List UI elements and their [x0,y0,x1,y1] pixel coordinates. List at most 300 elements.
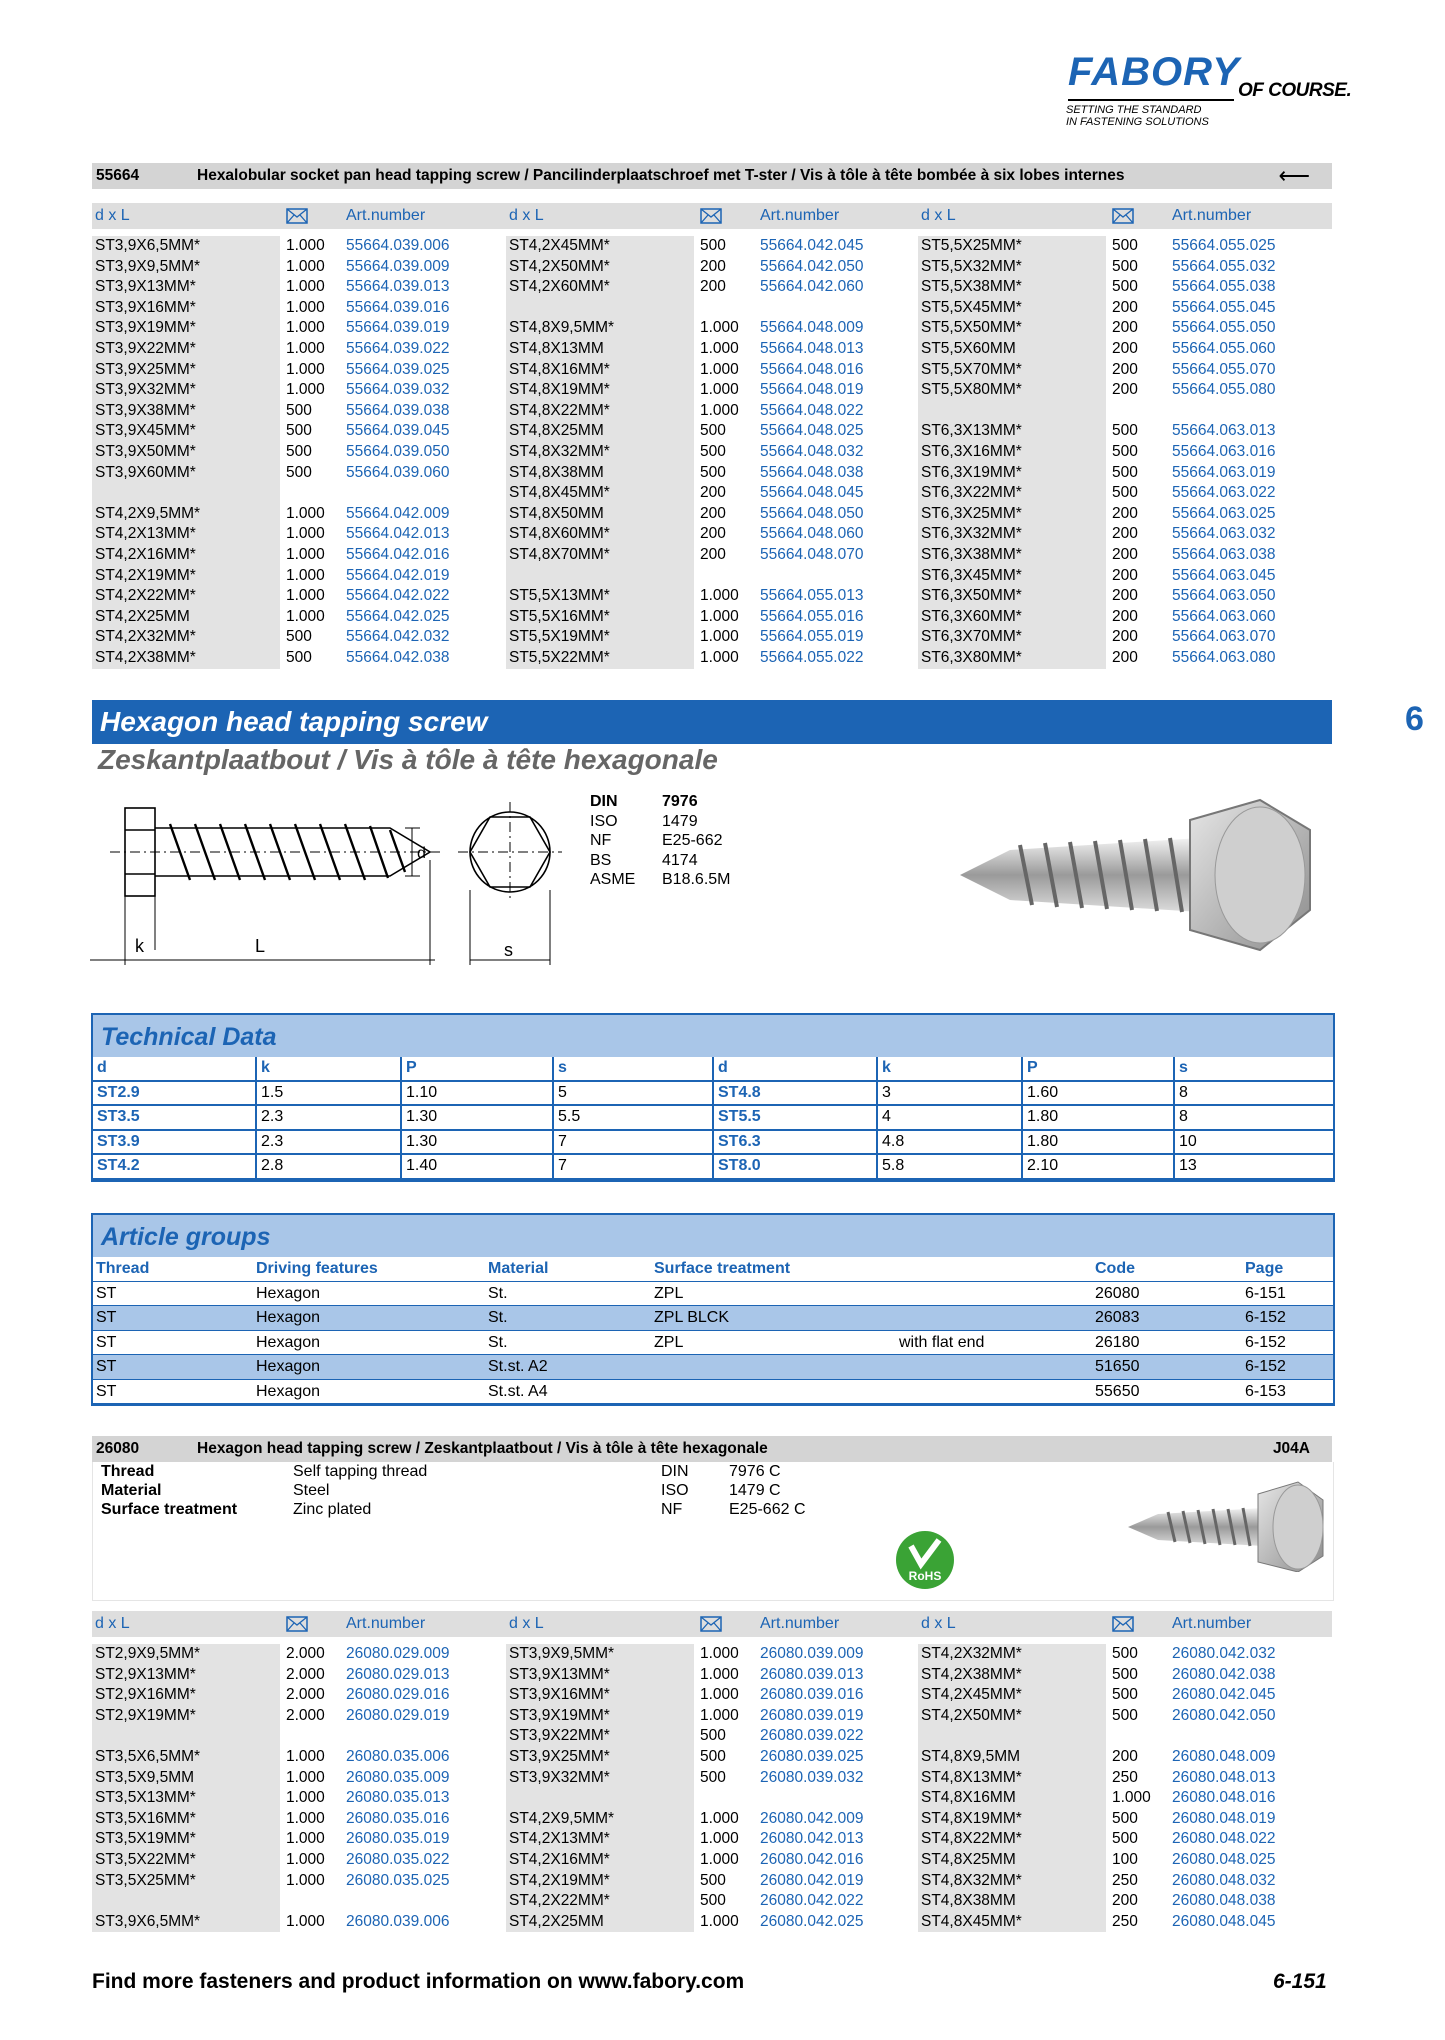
size-label: ST4,2X25MM [95,607,190,625]
table-cell: 1.80 [1022,1105,1174,1130]
article-number[interactable]: 55664.055.038 [1172,278,1276,296]
article-number[interactable]: 55664.055.013 [760,587,864,605]
size-label: ST4,2X38MM* [921,1665,1022,1683]
listing-header [92,203,1332,229]
article-number[interactable]: 55664.039.032 [346,381,450,399]
pack-quantity: 500 [1112,1645,1138,1662]
pack-quantity: 1.000 [700,339,739,357]
logo-rule [1068,99,1234,101]
envelope-icon [700,1611,722,1637]
page-link[interactable]: 6-151 [1242,1281,1333,1306]
header-dxl: d x L [509,1615,544,1632]
pack-quantity: 250 [1112,1768,1138,1786]
article-number[interactable]: 26080.042.032 [1172,1645,1276,1662]
list-item [918,524,1325,545]
article-number[interactable]: 55664.063.013 [1172,422,1276,440]
list-item [918,360,1325,381]
article-number[interactable]: 55664.042.019 [346,566,450,584]
list-item [92,1829,499,1850]
pack-quantity: 500 [1112,278,1138,296]
article-number[interactable]: 55664.039.025 [346,360,450,378]
header-art-number: Art.number [1172,207,1252,224]
pack-quantity: 200 [700,504,726,522]
article-number[interactable]: 55664.048.038 [760,463,864,481]
list-item [506,1788,913,1809]
article-number[interactable]: 55664.063.032 [1172,525,1276,543]
pack-quantity: 1.000 [700,1809,739,1827]
article-number[interactable]: 26080.035.022 [346,1850,450,1868]
pack-quantity: 1.000 [286,339,325,357]
size-label: ST3,5X6,5MM* [95,1747,201,1765]
article-number[interactable]: 55664.042.038 [346,648,450,666]
list-item [92,1871,499,1892]
size-label: ST3,9X13MM* [509,1665,610,1683]
article-groups-table [93,1257,1333,1404]
table-cell: Hexagon [253,1330,485,1355]
pack-quantity: 1.000 [286,1850,325,1868]
article-number[interactable]: 26080.029.019 [346,1706,450,1724]
table-cell: 26080 [1092,1281,1242,1306]
table-cell: 13 [1174,1154,1334,1179]
list-item [506,236,913,257]
table-header-row [714,1057,1334,1081]
list-item [506,1912,913,1933]
list-item [506,339,913,360]
article-number[interactable]: 55664.063.025 [1172,504,1276,522]
article-number[interactable]: 55664.042.032 [346,628,450,646]
list-item [92,463,499,484]
article-number[interactable]: 55664.063.016 [1172,442,1276,460]
list-item [918,1809,1325,1830]
article-number[interactable]: 26080.048.038 [1172,1892,1276,1910]
article-number[interactable]: 55664.042.013 [346,525,450,543]
list-item [92,545,499,566]
article-number[interactable]: 26080.048.025 [1172,1850,1276,1868]
article-number[interactable]: 26080.035.009 [346,1768,450,1786]
size-label: ST6,3X13MM* [921,422,1022,440]
article-number[interactable]: 26080.048.009 [1172,1747,1276,1765]
pack-quantity: 1.000 [286,607,325,625]
article-number[interactable]: 26080.042.009 [760,1809,864,1827]
article-number[interactable]: 26080.039.019 [760,1706,864,1724]
size-label: ST3,9X32MM* [509,1768,610,1786]
size-label: ST4,8X19MM* [921,1809,1022,1827]
product-bar-26080 [92,1436,1332,1462]
article-number[interactable]: 26080.042.013 [760,1830,864,1848]
table-cell: 10 [1174,1130,1334,1155]
article-number[interactable]: 26080.042.025 [760,1912,864,1930]
pack-quantity: 2.000 [286,1645,325,1662]
article-number[interactable]: 55664.042.025 [346,607,450,625]
article-number[interactable]: 26080.039.032 [760,1768,864,1786]
article-number[interactable]: 55664.063.060 [1172,607,1276,625]
list-item [92,1726,499,1747]
pack-quantity: 1.000 [286,319,325,337]
article-number[interactable]: 55664.048.050 [760,504,864,522]
article-number[interactable]: 55664.042.009 [346,504,450,522]
article-number[interactable]: 55664.055.032 [1172,257,1276,275]
pack-quantity: 1.000 [700,1706,739,1724]
article-number[interactable]: 55664.048.022 [760,401,864,419]
pack-quantity: 500 [1112,1706,1138,1724]
article-number[interactable]: 55664.039.009 [346,257,450,275]
article-number[interactable]: 26080.042.045 [1172,1686,1276,1704]
article-number[interactable]: 26080.029.016 [346,1686,450,1704]
page-link[interactable]: 6-152 [1242,1306,1333,1331]
size-label: ST4,8X25MM [921,1850,1016,1868]
rohs-badge [893,1528,957,1592]
pack-quantity: 1.000 [700,1830,739,1848]
std-iso-value: 1479 C [729,1482,781,1499]
article-number[interactable]: 26080.039.022 [760,1727,864,1745]
footer-text: Find more fasteners and product information on www.fabory.com [92,1970,745,1993]
article-number[interactable]: 55664.039.060 [346,463,450,481]
size-label: ST4,8X19MM* [509,381,610,399]
pack-quantity: 500 [700,463,726,481]
size-label: ST3,9X6,5MM* [95,1912,201,1930]
article-number[interactable]: 55664.039.013 [346,278,450,296]
pack-quantity: 1.000 [700,648,739,666]
pack-quantity: 500 [1112,237,1138,254]
article-number[interactable]: 55664.055.025 [1172,237,1276,254]
header-art-number: Art.number [346,207,426,224]
article-number[interactable]: 55664.042.022 [346,587,450,605]
table-row[interactable] [93,1379,1333,1404]
pack-quantity: 1.000 [286,298,325,316]
article-number[interactable]: 26080.035.006 [346,1747,450,1765]
prop-material-label: Material [101,1482,162,1499]
pack-quantity: 1.000 [286,587,325,605]
article-number[interactable]: 55664.048.070 [760,545,864,563]
article-number[interactable]: 55664.055.080 [1172,381,1276,399]
article-number[interactable]: 26080.039.009 [760,1645,864,1662]
pack-quantity: 200 [1112,545,1138,563]
table-cell: with flat end [896,1330,1092,1355]
article-groups-panel [91,1213,1335,1406]
table-cell: 8 [1174,1081,1334,1106]
pack-quantity: 200 [700,257,726,275]
list-item [92,1644,499,1665]
size-label: ST3,9X25MM* [95,360,196,378]
table-cell: 1.30 [401,1130,553,1155]
pack-quantity: 1.000 [286,257,325,275]
article-number[interactable]: 55664.063.050 [1172,587,1276,605]
article-number[interactable]: 55664.063.019 [1172,463,1276,481]
table-cell: 4 [877,1105,1022,1130]
article-number[interactable]: 26080.048.016 [1172,1789,1276,1807]
page-link[interactable]: 6-153 [1242,1379,1333,1404]
article-number[interactable]: 55664.042.016 [346,545,450,563]
screw-photo [950,790,1330,960]
article-number[interactable]: 55664.039.006 [346,237,450,254]
table-cell: 5.8 [877,1154,1022,1179]
article-number[interactable]: 55664.063.045 [1172,566,1276,584]
article-number[interactable]: 55664.048.032 [760,442,864,460]
pack-quantity: 200 [1112,339,1138,357]
list-item [506,360,913,381]
article-number[interactable]: 55664.055.050 [1172,319,1276,337]
table-cell: 2.3 [256,1130,401,1155]
table-header-row [93,1057,713,1081]
table-cell: 3 [877,1081,1022,1106]
size-label: ST4,8X50MM [509,504,604,522]
size-label: ST3,9X60MM* [95,463,196,481]
table-cell: St. [485,1330,651,1355]
pack-quantity: 500 [286,628,312,646]
article-number[interactable]: 55664.042.050 [760,257,864,275]
table-cell: 7 [553,1154,713,1179]
article-number[interactable]: 55664.063.080 [1172,648,1276,666]
pack-quantity: 200 [1112,628,1138,646]
standard-name: DIN [590,793,618,810]
article-number[interactable]: 55664.042.060 [760,278,864,296]
list-item [92,236,499,257]
product-title: Hexagon head tapping screw / Zeskantplaatbout / Vis à tôle à tête hexagonale [197,1440,768,1457]
size-label: ST3,9X22MM* [95,339,196,357]
pack-quantity: 1.000 [700,360,739,378]
pack-quantity: 250 [1112,1871,1138,1889]
page-link[interactable]: 6-152 [1242,1330,1333,1355]
size-label: ST4,8X13MM [509,339,604,357]
article-number[interactable]: 55664.042.045 [760,237,864,254]
prop-thread-label: Thread [101,1463,155,1480]
pack-quantity: 1.000 [286,237,325,254]
pack-quantity: 100 [1112,1850,1138,1868]
pack-quantity: 200 [1112,319,1138,337]
list-item [92,1891,499,1912]
list-item [506,442,913,463]
pack-quantity: 500 [700,1747,726,1765]
pack-quantity: 200 [700,545,726,563]
list-item [918,318,1325,339]
brand-logo: FABORY [1068,50,1240,94]
table-cell: St. [485,1306,651,1331]
article-number[interactable]: 55664.048.009 [760,319,864,337]
table-cell: ST5.5 [714,1105,877,1130]
article-number[interactable]: 26080.035.025 [346,1871,450,1889]
list-item [918,1871,1325,1892]
size-label: ST6,3X16MM* [921,442,1022,460]
article-number[interactable]: 55664.048.045 [760,484,864,502]
article-number[interactable]: 26080.039.006 [346,1912,450,1930]
list-item [506,586,913,607]
pack-quantity: 1.000 [286,1809,325,1827]
article-number[interactable]: 55664.063.038 [1172,545,1276,563]
article-number[interactable]: 55664.055.070 [1172,360,1276,378]
table-cell: 2.8 [256,1154,401,1179]
table-cell: ST [93,1281,253,1306]
article-number[interactable]: 26080.035.016 [346,1809,450,1827]
table-cell: 5 [553,1081,713,1106]
table-cell [651,1379,896,1404]
pack-quantity: 200 [700,484,726,502]
article-number[interactable]: 26080.039.025 [760,1747,864,1765]
size-label: ST2,9X16MM* [95,1686,196,1704]
article-number[interactable]: 55664.055.060 [1172,339,1276,357]
svg-text:RoHS: RoHS [908,1569,942,1583]
article-number[interactable]: 26080.029.009 [346,1645,450,1662]
size-label: ST6,3X70MM* [921,628,1022,646]
table-cell [896,1281,1092,1306]
listing-column [506,1644,913,1932]
size-label: ST4,2X9,5MM* [95,504,201,522]
article-number[interactable]: 55664.048.019 [760,381,864,399]
list-item [918,277,1325,298]
product-code: 55664 [96,167,140,184]
size-label: ST6,3X80MM* [921,648,1022,666]
pack-quantity: 500 [700,1768,726,1786]
size-label: ST6,3X60MM* [921,607,1022,625]
size-label: ST3,5X16MM* [95,1809,196,1827]
screw-photo-small [1123,1472,1328,1572]
article-number[interactable]: 55664.039.019 [346,319,450,337]
article-number[interactable]: 26080.042.019 [760,1871,864,1889]
header-dxl: d x L [95,1615,130,1632]
table-row[interactable] [93,1306,1333,1331]
list-item [92,504,499,525]
article-number[interactable]: 26080.048.032 [1172,1871,1276,1889]
article-number[interactable]: 55664.055.016 [760,607,864,625]
table-cell: Hexagon [253,1379,485,1404]
pack-quantity: 1.000 [286,1789,325,1807]
pack-quantity: 1.000 [700,381,739,399]
list-item [92,380,499,401]
size-label: ST2,9X9,5MM* [95,1645,201,1662]
pack-quantity: 200 [1112,648,1138,666]
table-row [93,1154,713,1179]
column-header: s [1174,1057,1334,1081]
pack-quantity: 1.000 [700,607,739,625]
listing-column [918,236,1325,669]
article-number[interactable]: 55664.039.022 [346,339,450,357]
size-label: ST3,9X25MM* [509,1747,610,1765]
article-number[interactable]: 26080.048.022 [1172,1830,1276,1848]
article-number[interactable]: 55664.039.016 [346,298,450,316]
article-number[interactable]: 26080.039.016 [760,1686,864,1704]
pack-quantity: 500 [1112,422,1138,440]
list-item [506,524,913,545]
pack-quantity: 200 [1112,298,1138,316]
size-label: ST4,8X45MM* [509,484,610,502]
article-number[interactable]: 26080.048.019 [1172,1809,1276,1827]
dim-s-label: s [504,940,513,960]
list-item [506,1644,913,1665]
prop-material-value: Steel [293,1482,330,1499]
size-label: ST3,9X13MM* [95,278,196,296]
pack-quantity: 200 [1112,566,1138,584]
article-number[interactable]: 55664.048.016 [760,360,864,378]
dim-d-label: d [417,845,426,862]
column-header: P [401,1057,553,1081]
standard-number: B18.6.5M [662,871,731,888]
back-arrow-icon[interactable]: ⟵ [1278,163,1310,188]
article-number[interactable]: 55664.048.013 [760,339,864,357]
article-number[interactable]: 55664.048.025 [760,422,864,440]
technical-data-title: Technical Data [93,1015,1333,1057]
article-number[interactable]: 55664.055.022 [760,648,864,666]
article-number[interactable]: 26080.042.022 [760,1892,864,1910]
article-number[interactable]: 26080.042.050 [1172,1706,1276,1724]
standard-name: ASME [590,871,636,888]
standard-name: BS [590,851,612,869]
pack-quantity: 500 [286,442,312,460]
list-item [92,298,499,319]
size-label: ST4,2X45MM* [509,237,610,254]
list-item [506,1850,913,1871]
pack-quantity: 1.000 [286,1912,325,1930]
table-cell: ZPL [651,1330,896,1355]
article-number[interactable]: 26080.048.013 [1172,1768,1276,1786]
listing-column [506,236,913,669]
list-item [918,298,1325,319]
size-label: ST3,9X6,5MM* [95,237,201,254]
table-row [714,1130,1334,1155]
table-cell [896,1306,1092,1331]
size-label: ST4,8X22MM* [509,401,610,419]
article-number[interactable]: 26080.039.013 [760,1665,864,1683]
list-item [92,1706,499,1727]
table-cell: 2.3 [256,1105,401,1130]
table-cell: ST2.9 [93,1081,256,1106]
table-cell [651,1355,896,1380]
pack-quantity: 500 [700,1727,726,1745]
column-header: Code [1092,1257,1242,1281]
article-number[interactable]: 55664.048.060 [760,525,864,543]
list-item [918,504,1325,525]
std-iso-label: ISO [661,1482,689,1499]
article-number[interactable]: 26080.035.013 [346,1789,450,1807]
page-link[interactable]: 6-152 [1242,1355,1333,1380]
list-item [918,257,1325,278]
envelope-icon [1112,203,1134,229]
list-item [92,360,499,381]
article-number[interactable]: 26080.042.038 [1172,1665,1276,1683]
pack-quantity: 500 [286,401,312,419]
size-label: ST3,9X9,5MM* [509,1645,615,1662]
list-item [918,339,1325,360]
article-number[interactable]: 26080.042.016 [760,1850,864,1868]
article-number[interactable]: 55664.055.019 [760,628,864,646]
article-number[interactable]: 26080.035.019 [346,1830,450,1848]
article-number[interactable]: 55664.039.038 [346,401,450,419]
size-label: ST4,8X16MM* [509,360,610,378]
list-item [506,1891,913,1912]
list-item [506,648,913,669]
header-dxl: d x L [921,207,956,224]
article-number[interactable]: 55664.063.022 [1172,484,1276,502]
table-row[interactable] [93,1330,1333,1355]
size-label: ST4,2X19MM* [509,1871,610,1889]
article-number[interactable]: 55664.039.045 [346,422,450,440]
table-row[interactable] [93,1281,1333,1306]
article-number[interactable]: 55664.055.045 [1172,298,1276,316]
article-number[interactable]: 26080.048.045 [1172,1912,1276,1930]
size-label: ST4,8X38MM [921,1892,1016,1910]
article-groups-title: Article groups [93,1215,1333,1257]
article-number[interactable]: 55664.039.050 [346,442,450,460]
article-number[interactable]: 26080.029.013 [346,1665,450,1683]
table-row[interactable] [93,1355,1333,1380]
list-item [92,1747,499,1768]
size-label: ST4,2X25MM [509,1912,604,1930]
table-cell: ST3.5 [93,1105,256,1130]
envelope-icon [286,1611,308,1637]
article-number[interactable]: 55664.063.070 [1172,628,1276,646]
size-label: ST4,2X22MM* [509,1892,610,1910]
column-header: Material [485,1257,651,1281]
size-label: ST4,2X32MM* [921,1645,1022,1662]
size-label: ST6,3X50MM* [921,587,1022,605]
